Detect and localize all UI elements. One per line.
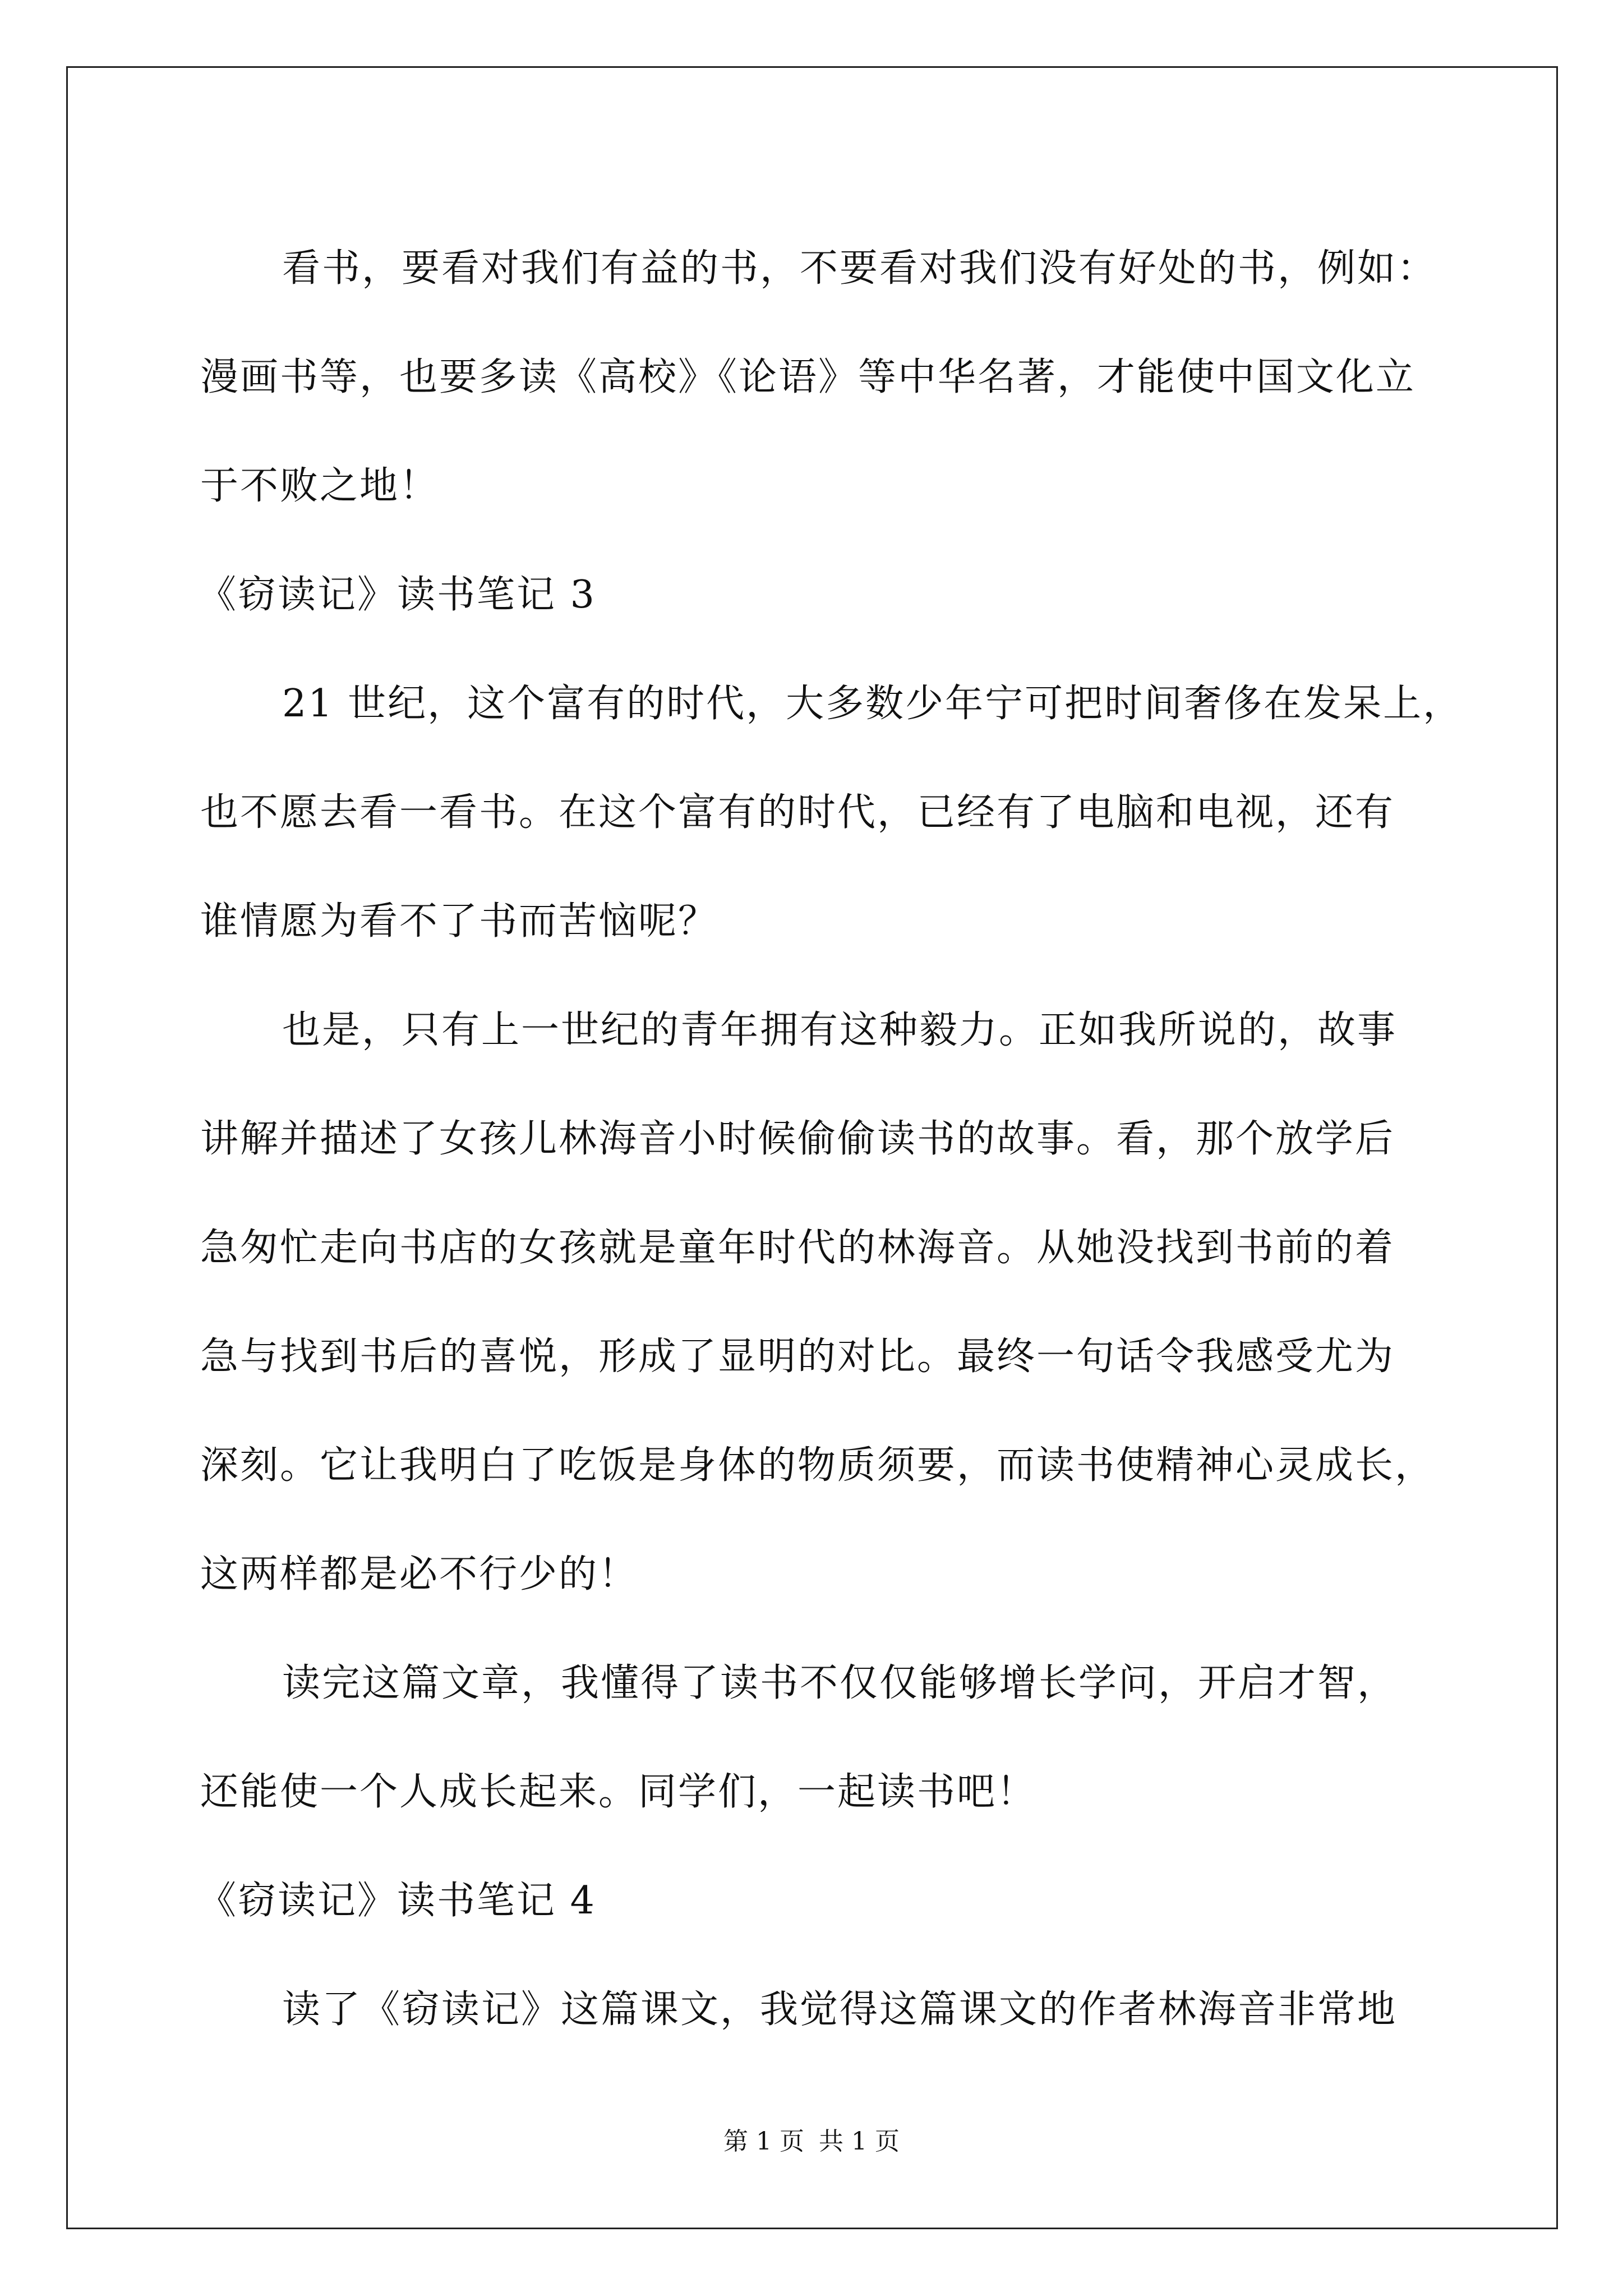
section-heading: 《窃读记》读书笔记 4 [198,1879,596,1923]
paragraph-line: 于不败之地！ [200,464,440,508]
section-heading: 《窃读记》读书笔记 3 [198,573,596,617]
paragraph-line: 读完这篇文章，我懂得了读书不仅仅能够增长学问，开启才智， [282,1661,1398,1705]
paragraph-line: 看书，要看对我们有益的书，不要看对我们没有好处的书，例如： [282,246,1437,291]
page-number: 第 1 页 [723,2127,804,2156]
paragraph-line: 急与找到书后的喜悦，形成了显明的对比。最终一句话令我感受尤为 [200,1335,1395,1379]
paragraph-line: 21 世纪，这个富有的时代，大多数少年宁可把时间奢侈在发呆上， [282,682,1463,726]
paragraph-line: 漫画书等，也要多读《高校》《论语》等中华名著，才能使中国文化立 [200,355,1416,399]
page-total: 共 1 页 [819,2127,900,2156]
page-footer [0,2125,1623,2159]
paragraph-line: 这两样都是必不行少的！ [200,1552,639,1596]
paragraph-line: 也是，只有上一世纪的青年拥有这种毅力。正如我所说的，故事 [282,1008,1398,1052]
document-body [198,214,1463,2064]
paragraph-line: 深刻。它让我明白了吃饭是身体的物质须要，而读书使精神心灵成长， [200,1443,1435,1488]
paragraph-line: 急匆忙走向书店的女孩就是童年时代的林海音。从她没找到书前的着 [200,1226,1395,1270]
paragraph-line: 读了《窃读记》这篇课文，我觉得这篇课文的作者林海音非常地 [282,1987,1398,2032]
paragraph-line: 还能使一个人成长起来。同学们，一起读书吧！ [200,1770,1037,1814]
paragraph-line: 也不愿去看一看书。在这个富有的时代，已经有了电脑和电视，还有 [200,790,1395,835]
paragraph-line: 讲解并描述了女孩儿林海音小时候偷偷读书的故事。看，那个放学后 [200,1117,1395,1161]
paragraph-line: 谁情愿为看不了书而苦恼呢？ [200,899,718,944]
